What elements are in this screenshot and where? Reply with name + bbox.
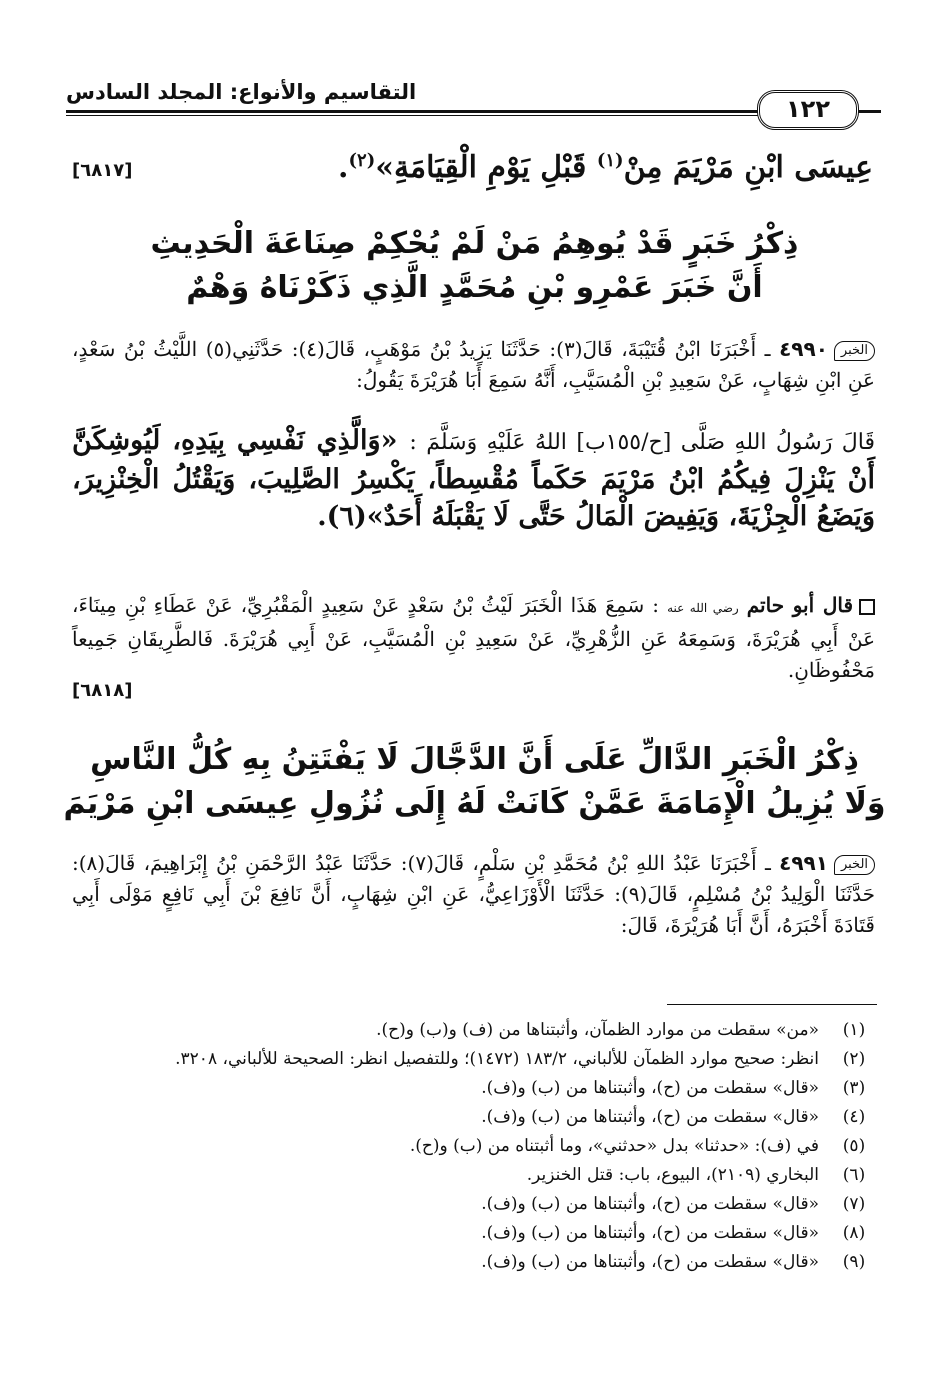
commentary-text: : سَمِعَ هَذَا الْخَبَرَ لَيْثُ بْنُ سَعْدٍ عَنْ سَعِيدٍ الْمَقْبُرِيِّ، عَنْ عَطَاءِ بْنِ مِينَاءَ، عَنْ أَبِي هُرَيْرَةَ، وَسَمِعَهُ عَنِ الزُّهْرِيِّ، عَنْ سَعِيدِ بْنِ الْمُسَيَّبِ، عَنْ أَبِي هُرَيْرَةَ. فَالطَّرِيقَانِ جَمِيعاً مَحْفُوظَانِ. (72, 593, 875, 682)
isnad-text: ـ أَخْبَرَنَا ابْنُ قُتَيْبَةَ، قَالَ(٣): حَدَّثَنَا يَزِيدُ بْنُ مَوْهَبٍ، قَالَ(٤): حَدَّثَنِي(٥) اللَّيْثُ بْنُ سَعْدٍ، عَنِ ابْنِ شِهَابٍ، عَنْ سَعِيدِ بْنِ الْمُسَيَّبِ، أَنَّهُ سَمِعَ أَبَا هُرَيْرَةَ يَقُولُ: (72, 337, 875, 392)
abu-hatim-commentary (72, 590, 875, 686)
running-title: التقاسيم والأنواع: المجلد السادس (66, 80, 424, 104)
footnote (72, 1190, 875, 1219)
footnote-number: (٨) (842, 1223, 866, 1243)
footnote (72, 1219, 875, 1248)
footnote-text: «قال» سقطت من (ح)، وأثبتناها من (ب) و(ف). (481, 1194, 819, 1214)
footnote-marker: (١) (596, 150, 624, 171)
chapter-heading (60, 222, 889, 310)
reference-number: [٦٨١٧] (72, 160, 133, 181)
footnote-number: (٩) (842, 1252, 866, 1272)
khabar-badge-icon: الخبر (834, 341, 875, 361)
footnote-text: في (ف): «حدثنا» بدل «حدثني»، وما أثبتناه من (ب) و(ح). (409, 1136, 819, 1156)
chapter-heading-line: ذِكْرُ الْخَبَرِ الدَّالِّ عَلَى أَنَّ الدَّجَّالَ لَا يَفْتَتِنُ بِهِ كُلُّ النَّاسِ (90, 742, 859, 777)
footnote-number: (١) (842, 1020, 866, 1040)
footnote-text: انظر: صحيح موارد الظمآن للألباني، ١٨٣/٢ (١٤٧٢)؛ وللتفصيل انظر: الصحيحة للألباني، ٣٢٠٨. (175, 1049, 819, 1069)
footnote-marker: (٢) (348, 150, 376, 171)
continued-text: عِيسَى ابْنِ مَرْيَمَ مِنْ$^{(١)}$ قَبْلِ يَوْمِ الْقِيَامَةِ»$^{(٢)}$. (338, 150, 873, 185)
footnote-text: «من» سقطت من موارد الظمآن، وأثبتناها من (ف) و(ب) و(ح). (376, 1020, 819, 1040)
matn-intro: قَالَ رَسُولُ اللهِ صَلَّى [ح/١٥٥ب] اللهُ عَلَيْهِ وَسَلَّمَ : (409, 430, 875, 455)
footnote (72, 1074, 875, 1103)
text-fragment: قَبْلِ يَوْمِ الْقِيَامَةِ» (375, 150, 587, 185)
footnote-separator (667, 1004, 877, 1005)
square-bullet-icon (859, 599, 875, 615)
footnote (72, 1045, 875, 1074)
chapter-heading-line: أَنَّ خَبَرَ عَمْرِو بْنِ مُحَمَّدٍ الَّذِي ذَكَرْنَاهُ وَهْمٌ (186, 270, 763, 305)
footnote-text: «قال» سقطت من (ح)، وأثبتناها من (ب) و(ف). (481, 1078, 819, 1098)
footnote-text: «قال» سقطت من (ح)، وأثبتناها من (ب) و(ف). (481, 1107, 819, 1127)
footnote (72, 1016, 875, 1045)
page-number: ١٢٢ (757, 90, 859, 130)
chapter-heading (60, 738, 889, 826)
page-header (66, 78, 881, 124)
footnote-number: (٥) (842, 1136, 866, 1156)
footnote (72, 1248, 875, 1277)
footnote-number: (٤) (842, 1107, 866, 1127)
footnote-number: (٦) (842, 1165, 866, 1185)
matn-text: «وَالَّذِي نَفْسِي بِيَدِهِ، لَيُوشِكَنَّ أَنْ يَنْزِلَ فِيكُمُ ابْنُ مَرْيَمَ حَكَماً مُقْسِطاً، يَكْسِرُ الصَّلِيبَ، وَيَقْتُلُ الْخِنْزِيرَ، وَيَضَعُ الْجِزْيَةَ، وَيَفِيضَ الْمَالُ حَتَّى لَا يَقْبَلَهُ أَحَدٌ»(٦). (72, 425, 875, 532)
text-fragment: عِيسَى ابْنِ مَرْيَمَ مِنْ (623, 150, 873, 185)
reference-number: [٦٨١٨] (72, 680, 133, 701)
hadith-number: ٤٩٩١ (779, 851, 828, 875)
footnotes (72, 1016, 875, 1277)
speaker: قال أبو حاتم (746, 593, 853, 617)
footnote-text: «قال» سقطت من (ح)، وأثبتناها من (ب) و(ف). (481, 1223, 819, 1243)
isnad-text: ـ أَخْبَرَنَا عَبْدُ اللهِ بْنُ مُحَمَّدِ بْنِ سَلْمٍ، قَالَ(٧): حَدَّثَنَا عَبْدُ الرَّحْمَنِ بْنُ إِبْرَاهِيمَ، قَالَ(٨): حَدَّثَنَا الْوَلِيدُ بْنُ مُسْلِمٍ، قَالَ(٩): حَدَّثَنَا الْأَوْزَاعِيُّ، عَنِ ابْنِ شِهَابٍ، أَنَّ نَافِعَ بْنَ أَبِي نَافِعٍ مَوْلَى أَبِي قَتَادَةَ أَخْبَرَهُ، أَنَّ أَبَا هُرَيْرَةَ، قَالَ: (72, 851, 875, 937)
footnote (72, 1103, 875, 1132)
hadith-isnad (72, 334, 875, 396)
footnote-text: البخاري (٢١٠٩)، البيوع، باب: قتل الخنزير. (526, 1165, 819, 1185)
hadith-matn (72, 422, 875, 535)
footnote-number: (٣) (842, 1078, 866, 1098)
footnote-text: «قال» سقطت من (ح)، وأثبتناها من (ب) و(ف). (481, 1252, 819, 1272)
footnote (72, 1132, 875, 1161)
hadith-number: ٤٩٩٠ (779, 337, 828, 361)
khabar-badge-icon: الخبر (834, 855, 875, 875)
footnote-number: (٢) (842, 1049, 866, 1069)
footnote (72, 1161, 875, 1190)
footnote-number: (٧) (842, 1194, 866, 1214)
honorific: رضي الله عنه (667, 601, 739, 615)
header-rule-thin (66, 115, 763, 116)
chapter-heading-line: ذِكْرُ خَبَرٍ قَدْ يُوهِمُ مَنْ لَمْ يُحْكِمْ صِنَاعَةَ الْحَدِيثِ (150, 226, 799, 261)
chapter-heading-line: وَلَا يُزِيلُ الْإِمَامَةَ عَمَّنْ كَانَتْ لَهُ إِلَى نُزُولِ عِيسَى ابْنِ مَرْيَمَ (63, 786, 886, 821)
hadith-isnad (72, 848, 875, 941)
